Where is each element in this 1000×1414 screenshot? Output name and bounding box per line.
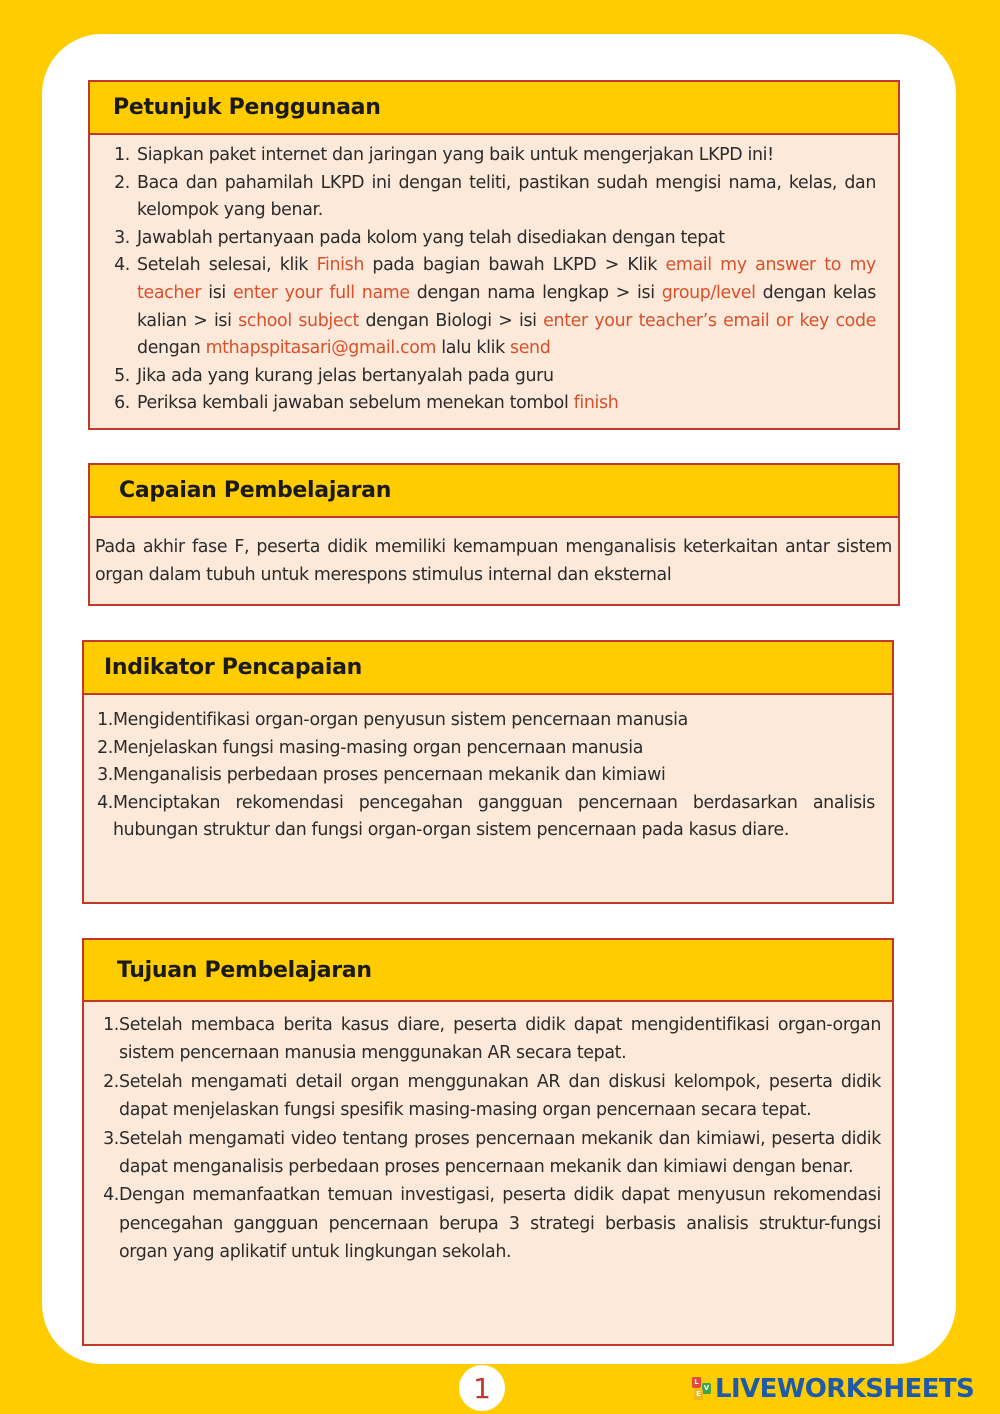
teacher-email-text: enter your teacher’s email or key code bbox=[543, 310, 876, 331]
indikator-title: Indikator Pencapaian bbox=[84, 642, 892, 695]
list-item: 1. Setelah membaca berita kasus diare, peserta didik dapat mengidentifikasi organ-organ sistem pencernaan manusia menggunakan AR secara tepat. bbox=[103, 1015, 881, 1064]
petunjuk-card bbox=[88, 80, 900, 430]
email-address: mthapspitasari@gmail.com bbox=[205, 338, 437, 359]
indikator-card bbox=[82, 640, 894, 904]
list-item: 4. Setelah selesai, klik Finish pada bagian bawah LKPD > Klik email my answer to my teacher isi enter your full name dengan nama lengkap > isi group/level dengan kelas kalian > isi school subject dengan Biologi > isi enter your teacher’s email or key code dengan mthapspitasari@gmail.com lalu klik send bbox=[114, 255, 876, 359]
list-item: 1. Mengidentifikasi organ-organ penyusun sistem pencernaan manusia bbox=[97, 710, 688, 730]
tujuan-list bbox=[84, 1002, 892, 1267]
brand-name: LIVEWORKSHEETS bbox=[715, 1374, 975, 1404]
indikator-list bbox=[84, 695, 892, 845]
liveworksheets-icon: L V E bbox=[692, 1377, 712, 1401]
tujuan-card bbox=[82, 938, 894, 1346]
petunjuk-list bbox=[90, 135, 898, 418]
list-item: 2. Menjelaskan fungsi masing-masing organ pencernaan manusia bbox=[97, 737, 644, 758]
email-answer-text: email my answer to my teacher bbox=[137, 255, 876, 303]
page-number: 1 bbox=[459, 1365, 505, 1411]
full-name-text: enter your full name bbox=[232, 282, 410, 303]
finish-link-text: Finish bbox=[316, 255, 364, 276]
list-item: 4. Menciptakan rekomendasi pencegahan gangguan pencernaan berdasarkan analisis hubungan struktur dan fungsi organ-organ sistem pencernaan pada kasus diare. bbox=[97, 792, 875, 841]
list-item: 3. Setelah mengamati video tentang proses pencernaan mekanik dan kimiawi, peserta didik dapat menganalisis perbedaan proses pencernaan mekanik dan kimiawi dengan benar. bbox=[103, 1128, 881, 1178]
list-item: 6. Periksa kembali jawaban sebelum menekan tombol finish bbox=[114, 393, 619, 414]
list-item: 5. Jika ada yang kurang jelas bertanyalah pada guru bbox=[114, 365, 554, 386]
capaian-card bbox=[88, 463, 900, 606]
liveworksheets-logo[interactable] bbox=[692, 1373, 974, 1405]
list-item: 1. Siapkan paket internet dan jaringan yang baik untuk mengerjakan LKPD ini! bbox=[114, 145, 774, 165]
capaian-text: Pada akhir fase F, peserta didik memiliki kemampuan menganalisis keterkaitan antar sistem organ dalam tubuh untuk merespons stimulus internal dan eksternal bbox=[95, 537, 892, 585]
school-subject-text: school subject bbox=[238, 310, 359, 331]
finish-button-text: finish bbox=[573, 393, 619, 414]
list-item: 2. Baca dan pahamilah LKPD ini dengan teliti, pastikan sudah mengisi nama, kelas, dan kelompok yang benar. bbox=[114, 172, 876, 221]
send-text: send bbox=[510, 338, 551, 359]
list-item: 3. Menganalisis perbedaan proses pencernaan mekanik dan kimiawi bbox=[97, 765, 666, 786]
group-level-text: group/level bbox=[661, 282, 756, 303]
tujuan-title: Tujuan Pembelajaran bbox=[84, 940, 892, 1002]
list-item: 3. Jawablah pertanyaan pada kolom yang telah disediakan dengan tepat bbox=[114, 227, 725, 248]
list-item: 2. Setelah mengamati detail organ menggunakan AR dan diskusi kelompok, peserta didik dapat menjelaskan fungsi spesifik masing-masing organ pencernaan secara tepat. bbox=[103, 1071, 881, 1121]
list-item: 4. Dengan memanfaatkan temuan investigasi, peserta didik dapat menyusun rekomendasi pencegahan gangguan pencernaan berupa 3 strategi berbasis analisis struktur-fungsi organ yang aplikatif untuk lingkungan sekolah. bbox=[103, 1185, 881, 1263]
capaian-title: Capaian Pembelajaran bbox=[90, 465, 898, 518]
petunjuk-title: Petunjuk Penggunaan bbox=[90, 82, 898, 135]
